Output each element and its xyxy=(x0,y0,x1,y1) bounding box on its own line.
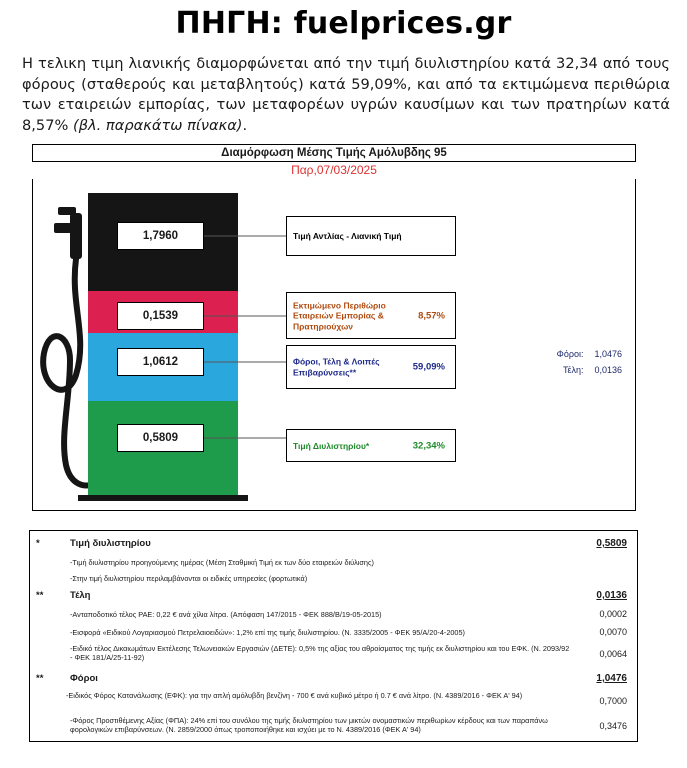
intro-end: . xyxy=(242,116,248,134)
refinery-total: 0,5809 xyxy=(596,538,627,549)
margin-label: Εκτιμώμενο Περιθώριο Εταιρειών Εμπορίας & Πρατηριούχων xyxy=(293,299,386,331)
refinery-item-text: -Τιμή διυλιστηρίου προηγούμενης ημέρας (Μέση Σταθμική Τιμή εκ των δύο εταιρειών διύλισης) xyxy=(70,558,374,567)
side-fees-value: 0,0136 xyxy=(594,365,622,375)
chart-date: Παρ,07/03/2025 xyxy=(291,163,377,177)
fees-item-text: -Ειδικό τέλος Δικαιωμάτων Εκτέλεσης Τελωνειακών Εργασιών (ΔΕΤΕ): 0,5% της αξίας του αθροίσματος της τιμής εκ διυλιστηρίου και του ΕΦΚ. (Ν. 2093/92 - ΦΕΚ 181/Α/25-11-92) xyxy=(70,644,570,663)
side-taxes-value: 1,0476 xyxy=(594,349,622,359)
fees-section-header xyxy=(30,590,637,604)
taxes-section-header xyxy=(30,673,637,687)
fees-star: ** xyxy=(36,590,44,601)
pump-base xyxy=(78,495,248,501)
intro-italic: (βλ. παρακάτω πίνακα) xyxy=(68,116,243,134)
taxes-percent: 59,09% xyxy=(412,361,445,373)
taxes-item-value: 0,3476 xyxy=(599,721,627,731)
taxes-item-text: -Φόρος Προστιθέμενης Αξίας (ΦΠΑ): 24% επί του συνόλου της τιμής διυλιστηρίου των μικτών ονομαστικών περιθωρίων κέρδους και των παραπάνω φορολογικών επιβαρύνσεων. (Ν. 2859/2000 όπως τροποποιήθηκε και ισχύει με το Ν. 4389/2016 (ΦΕΚ Α' 94) xyxy=(70,716,548,735)
margin-value: 0,1539 xyxy=(117,302,204,330)
taxes-value: 1,0612 xyxy=(117,348,204,376)
retail-value: 1,7960 xyxy=(117,222,204,250)
connector-lines xyxy=(200,220,290,460)
refinery-star: * xyxy=(36,538,40,549)
hose-icon xyxy=(43,259,90,485)
taxes-section-title: Φόροι xyxy=(70,673,98,684)
fees-item-text: -Εισφορά «Ειδικού Λογαριασμού Πετρελαιοειδών»: 1,2% επί της τιμής διυλιστηρίου. (Ν. 3335/2005 - ΦΕΚ 95/Α/20-4-2005) xyxy=(70,628,465,637)
retail-label-box xyxy=(286,216,456,256)
margin-percent: 8,57% xyxy=(418,310,445,321)
fees-total: 0,0136 xyxy=(596,590,627,601)
taxes-item-value: 0,7000 xyxy=(599,696,627,706)
taxes-label-box xyxy=(286,345,456,389)
fees-item-text: -Ανταποδοτικό τέλος ΡΑΕ: 0,22 € ανά χίλια λίτρα. (Απόφαση 147/2015 - ΦΕΚ 888/Β/19-05-2015) xyxy=(70,610,382,619)
fees-section-title: Τέλη xyxy=(70,590,91,601)
refinery-label-box xyxy=(286,429,456,462)
page-title: ΠΗΓΗ: fuelprices.gr xyxy=(175,6,512,41)
intro-paragraph xyxy=(22,54,670,136)
refinery-section-header xyxy=(30,538,637,552)
intro-text: Η τελικη τιμη λιανικής διαμορφώνεται από την τιμή διυλιστηρίου κατά 32,34 από τους φόρους (σταθερούς και μεταβλητούς) κατά 59,09%, και από τα εκτιμώμενα περιθώρια των εταιρειών εμπορίας, των μεταφορέων υγρών καυσίμων και των πρατηρίων κατά 8,57% xyxy=(22,55,670,134)
fees-item-value: 0,0002 xyxy=(599,609,627,619)
side-fees-label: Τέλη: xyxy=(562,365,584,375)
taxes-total: 1,0476 xyxy=(596,673,627,684)
side-fees xyxy=(530,365,622,375)
taxes-item-text: -Ειδικός Φόρος Κατανάλωσης (ΕΦΚ): για την απλή αμόλυβδη βενζίνη - 700 € ανά κυβικό μέτρο ή 0.7 € ανά λίτρο. (Ν. 4389/2016 - ΦΕΚ Α' 94) xyxy=(66,691,523,700)
side-taxes-label: Φόροι: xyxy=(556,349,584,359)
fees-item-value: 0,0064 xyxy=(599,649,627,659)
details-table xyxy=(29,530,638,742)
refinery-item-text: -Στην τιμή διυλιστηρίου περιλαμβάνονται οι ειδικές υπηρεσίες (φορτωτικά) xyxy=(70,574,308,583)
taxes-label: Φόροι, Τέλη & Λοιπές Επιβαρύνσεις** xyxy=(293,356,380,377)
retail-label: Τιμή Αντλίας - Λιανική Τιμή xyxy=(293,230,402,241)
refinery-label: Τιμή Διυλιστηρίου* xyxy=(293,440,370,451)
chart-title: Διαμόρφωση Μέσης Τιμής Αμόλυβδης 95 xyxy=(32,144,636,162)
refinery-percent: 32,34% xyxy=(412,440,445,451)
refinery-value: 0,5809 xyxy=(117,424,204,452)
nozzle-icon xyxy=(54,207,82,259)
refinery-section-title: Τιμή διυλιστηρίου xyxy=(70,538,151,549)
fees-item-value: 0,0070 xyxy=(599,627,627,637)
side-taxes xyxy=(530,349,622,359)
margin-label-box xyxy=(286,292,456,339)
taxes-star: ** xyxy=(36,673,44,684)
